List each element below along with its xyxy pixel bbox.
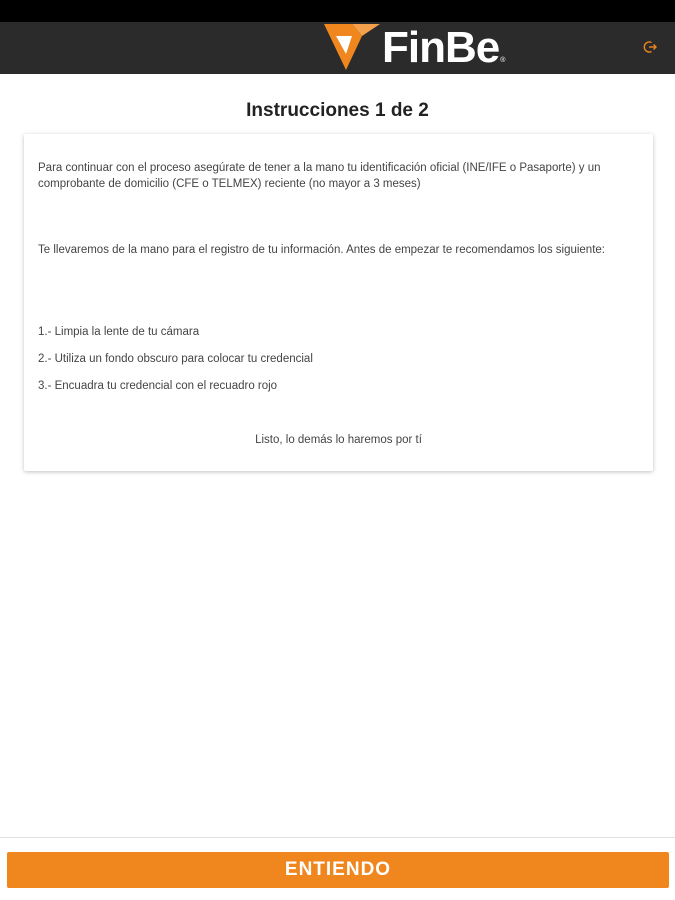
step-item: 2.- Utiliza un fondo obscuro para colocar tu credencial: [38, 353, 313, 365]
registered-mark: ®: [500, 57, 506, 64]
finbe-logo: [322, 22, 505, 74]
app-header: [0, 22, 675, 74]
page-title: Instrucciones 1 de 2: [246, 100, 429, 121]
logout-icon[interactable]: [643, 40, 657, 54]
closing-text: Listo, lo demás lo haremos por tí: [255, 434, 422, 446]
logo-text: FinBe: [382, 23, 500, 72]
step-item: 3.- Encuadra tu credencial con el recuadro rojo: [38, 380, 278, 392]
instructions-card: [24, 134, 653, 471]
step-item: 1.- Limpia la lente de tu cámara: [38, 326, 200, 338]
finbe-logo-mark-icon: [322, 22, 380, 74]
footer-divider: [0, 837, 675, 838]
guidance-text: Te llevaremos de la mano para el registro de tu información. Antes de empezar te recomendamos los siguiente:: [38, 244, 605, 256]
status-bar: [0, 0, 675, 22]
requirements-text: Para continuar con el proceso asegúrate de tener a la mano tu identificación oficial (INE/IFE o Pasaporte) y un comprobante de domicilio (CFE o TELMEX) reciente (no mayor a 3 meses): [38, 162, 601, 190]
understand-button[interactable]: ENTIENDO: [7, 852, 669, 888]
